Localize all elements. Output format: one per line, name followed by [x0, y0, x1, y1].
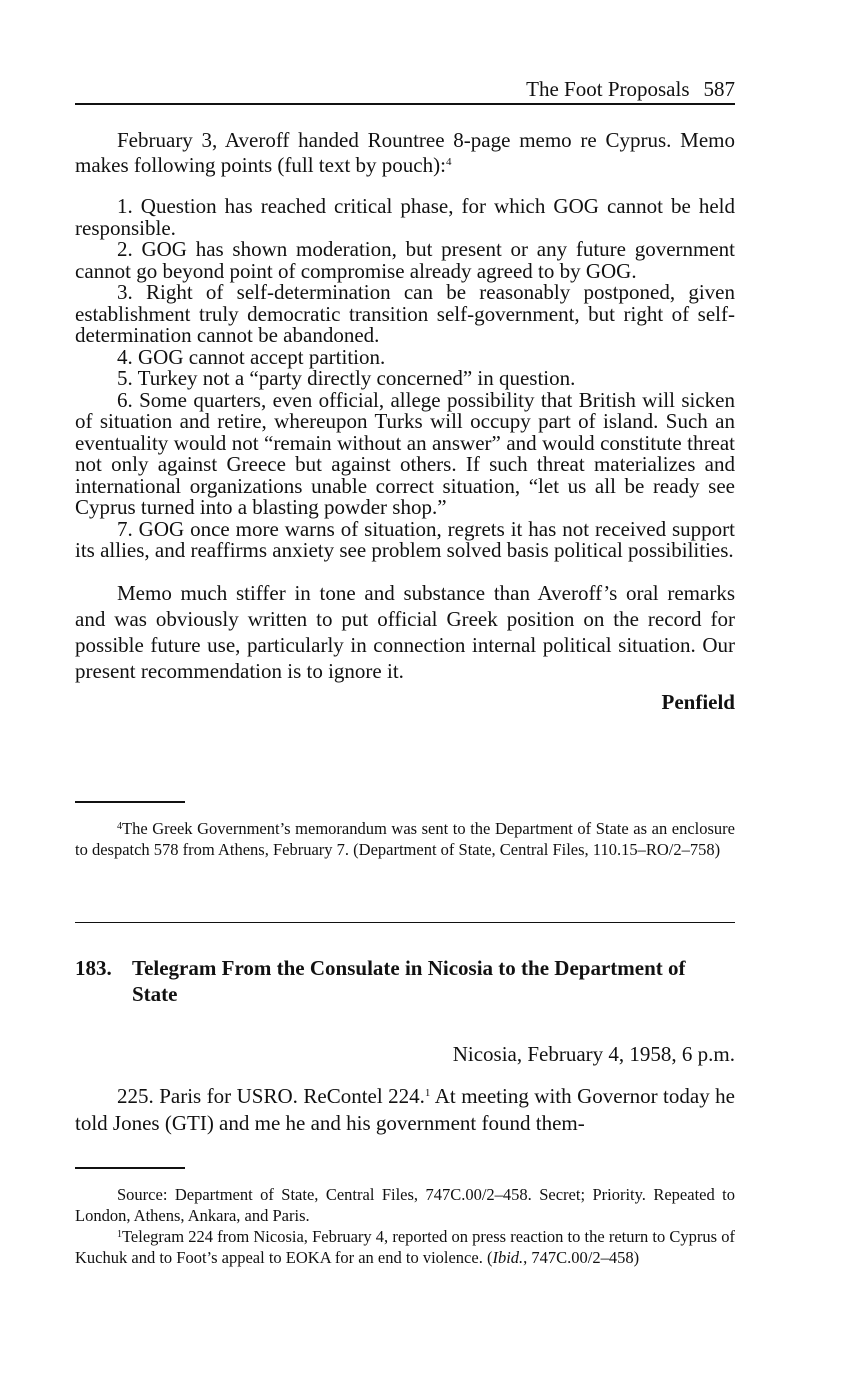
footnote-ref-4: 4: [445, 156, 452, 168]
memo-point-4: 4. GOG cannot accept partition.: [117, 344, 386, 369]
telegram-body: [75, 1083, 735, 1137]
footnote-rule: [75, 801, 185, 803]
dateline: Nicosia, February 4, 1958, 6 p.m.: [452, 1042, 735, 1066]
source-notes: [75, 1184, 735, 1268]
footnote-4-marker: 4: [117, 821, 122, 832]
document-number: 183.: [75, 956, 112, 980]
footnote-1-ibid: Ibid.: [492, 1248, 524, 1267]
page-number: 587: [703, 77, 735, 101]
conclusion-paragraph: Memo much stiffer in tone and substance than Averoff’s oral remarks and was obviously written to put official Greek position on the record for possible future use, particularly in connection internal political situation. Our present recommendation is to ignore it.: [75, 580, 735, 683]
memo-point-3: 3. Right of self-determination can be reasonably postponed, given establishment truly democratic transition self-government, but right of self-determination cannot be abandoned.: [75, 280, 735, 347]
memo-report: [75, 128, 735, 715]
footnote-ref-1: 1: [424, 1087, 431, 1099]
footnote-1: [75, 1226, 735, 1268]
document-title: Telegram From the Consulate in Nicosia to the Department of State: [132, 956, 686, 1006]
memo-point-6: 6. Some quarters, even official, allege possibility that British will sicken of situation and retire, whereupon Turks will occupy part of island. Such an eventuality would not “remain without an answer” and would constitute threat not only against Greece but against others. If such threat materializes and international organizations unable correct situation, “let us all be ready see Cyprus turned into a blasting powder shop.”: [75, 387, 735, 519]
document-separator: [75, 922, 735, 923]
source-note-rule: [75, 1167, 185, 1169]
footnote-4: [75, 818, 735, 860]
footnote-1-marker: 1: [117, 1229, 122, 1240]
source-note: Source: Department of State, Central Files, 747C.00/2–458. Secret; Priority. Repeated to London, Athens, Ankara, and Paris.: [75, 1185, 735, 1225]
telegram-body-start: 225. Paris for USRO. ReContel 224.: [117, 1084, 425, 1108]
running-head: [526, 76, 735, 102]
memo-points-list: [75, 196, 735, 562]
intro-paragraph: [75, 128, 735, 178]
signature: Penfield: [661, 689, 735, 714]
memo-point-1: 1. Question has reached critical phase, for which GOG cannot be held responsible.: [75, 194, 735, 240]
document-heading: [75, 955, 735, 1007]
telegram-body-rest: At meeting with Governor today he told Jones (GTI) and me he and his government found them-: [75, 1084, 735, 1135]
intro-text: February 3, Averoff handed Rountree 8-page memo re Cyprus. Memo makes following points (full text by pouch):: [75, 128, 735, 177]
memo-point-5: 5. Turkey not a “party directly concerned” in question.: [117, 366, 576, 390]
footnote-4-text: The Greek Government’s memorandum was sent to the Department of State as an enclosure to despatch 578 from Athens, February 7. (Department of State, Central Files, 110.15–RO/2–758): [75, 819, 735, 859]
footnote-1-text-end: , 747C.00/2–458): [523, 1248, 640, 1267]
memo-point-7: 7. GOG once more warns of situation, regrets it has not received support its allies, and reaffirms anxiety see problem solved basis political possibilities.: [75, 516, 735, 562]
header-rule: [75, 103, 735, 105]
memo-point-2: 2. GOG has shown moderation, but present or any future government cannot go beyond point of compromise already agreed to by GOG.: [75, 237, 735, 283]
footnote-1-text: Telegram 224 from Nicosia, February 4, reported on press reaction to the return to Cyprus of Kuchuk and to Foot’s appeal to EOKA for an end to violence. (: [75, 1227, 735, 1267]
running-head-title: The Foot Proposals: [526, 77, 690, 101]
